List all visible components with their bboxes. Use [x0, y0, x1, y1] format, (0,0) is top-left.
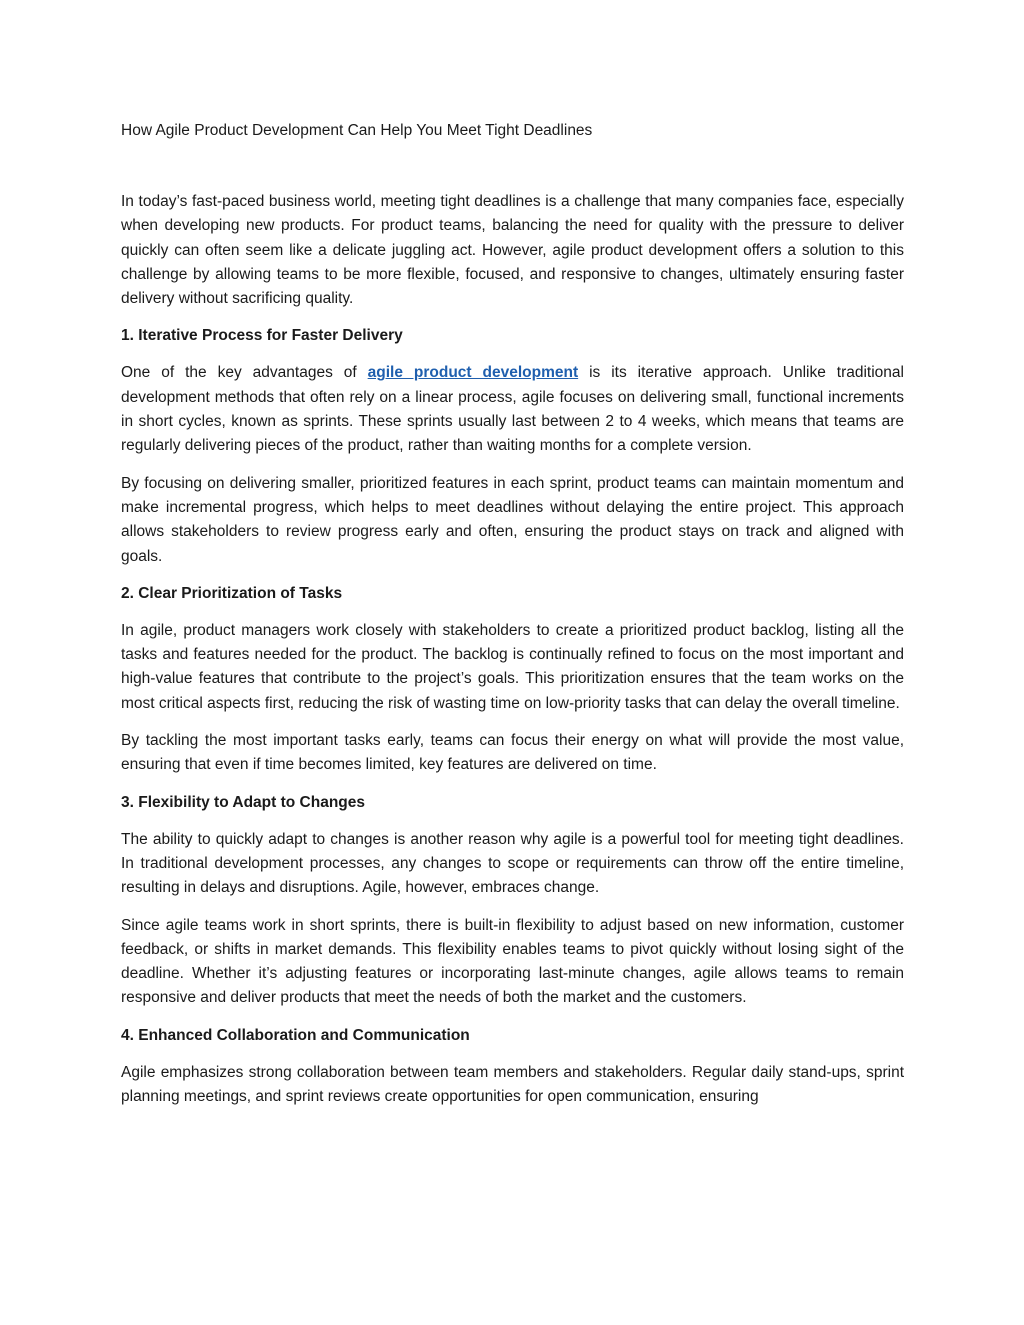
section-3-paragraph-2: Since agile teams work in short sprints, there is built-in flexibility to adjust based on new information, customer feedback, or shifts in market demands. This flexibility enables teams to pivot quickly without losing sight of the deadline. Whether it’s adjusting features or incorporating last-minute changes, agile allows teams to remain responsive and deliver products that meet the needs of both the market and the customers. — [121, 916, 904, 1007]
intro-paragraph: In today’s fast-paced business world, meeting tight deadlines is a challenge that many companies face, especially when developing new products. For product teams, balancing the need for quality with the pressure to deliver quickly can often seem like a delicate juggling act. However, agile product development offers a solution to this challenge by allowing teams to be more flexible, focused, and responsive to changes, ultimately ensuring faster delivery without sacrificing quality. — [121, 193, 904, 308]
section-1-paragraph-1 — [121, 361, 904, 458]
section-2-paragraph-2: By tackling the most important tasks early, teams can focus their energy on what will provide the most value, ensuring that even if time becomes limited, key features are delivered on time. — [121, 732, 904, 774]
section-4-heading: 4. Enhanced Collaboration and Communication — [121, 1026, 470, 1044]
document-title: How Agile Product Development Can Help You Meet Tight Deadlines — [121, 122, 593, 139]
section-3-paragraph-1: The ability to quickly adapt to changes is another reason why agile is a powerful tool for meeting tight deadlines. In traditional development processes, any changes to scope or requirements can throw off the entire timeline, resulting in delays and disruptions. Agile, however, embraces change. — [121, 830, 904, 897]
section-2-heading: 2. Clear Prioritization of Tasks — [121, 584, 343, 602]
section-1-paragraph-2: By focusing on delivering smaller, prioritized features in each sprint, product teams can maintain momentum and make incremental progress, which helps to meet deadlines without delaying the entire project. This approach allows stakeholders to review progress early and often, ensuring the product stays on track and aligned with goals. — [121, 474, 904, 565]
document-page — [121, 118, 904, 1122]
section-3-heading: 3. Flexibility to Adapt to Changes — [121, 793, 366, 811]
section-4-paragraph-1: Agile emphasizes strong collaboration between team members and stakeholders. Regular daily stand-ups, sprint planning meetings, and sprint reviews create opportunities for open communication, ensuring — [121, 1063, 904, 1106]
section-1-text-after-link: is its iterative approach. Unlike traditional development methods that often rely on a linear process, agile focuses on delivering small, functional increments in short cycles, known as sprints. These sprints usually last between 2 to 4 weeks, which means that teams are regularly delivering pieces of the product, rather than waiting months for a complete version. — [121, 364, 904, 455]
section-1-heading: 1. Iterative Process for Faster Delivery — [121, 327, 403, 345]
agile-product-development-link[interactable]: agile product development — [367, 364, 579, 382]
section-2-paragraph-1: In agile, product managers work closely with stakeholders to create a prioritized product backlog, listing all the tasks and features needed for the product. The backlog is continually refined to focus on the most important and high-value features that contribute to the project’s goals. This prioritization ensures that the team works on the most critical aspects first, reducing the risk of wasting time on low-priority tasks that can delay the overall timeline. — [121, 621, 904, 712]
section-1-text-before-link: One of the key advantages of — [121, 364, 368, 382]
